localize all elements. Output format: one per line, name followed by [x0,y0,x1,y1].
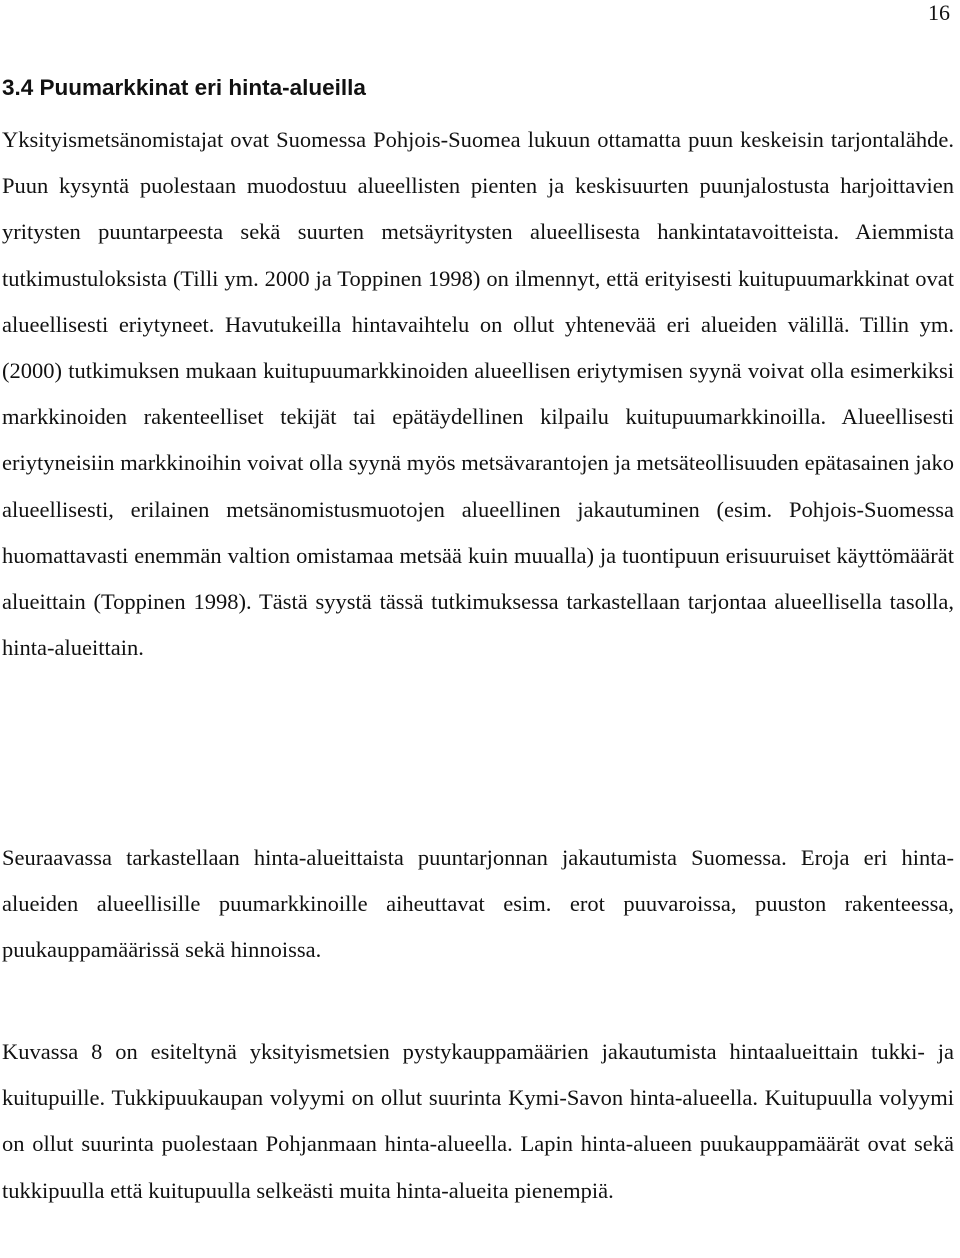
page-number: 16 [928,0,950,25]
paragraph-price-regions: Yksityismetsänomistajat ovat Suomessa Pohjois-Suomea lukuun ottamatta puun keskeisin tarjontalähde. Puun kysyntä puolestaan muodostuu alueellisten pienten ja keskisuurten puunjalostusta harjoittavien yritysten puuntarpeesta sekä suurten metsäyritysten alueellisesta hankintatavoitteista. Aiemmista tutkimustuloksista (Tilli ym. 2000 ja Toppinen 1998) on ilmennyt, että erityisesti kuitupuumarkkinat ovat alueellisesti eriytyneet. Havutukeilla hintavaihtelu on ollut yhtenevää eri alueiden välillä. Tillin ym. (2000) tutkimuksen mukaan kuitupuumarkkinoiden alueellisen eriytymisen syynä voivat olla esimerkiksi markkinoiden rakenteelliset tekijät tai epätäydellinen kilpailu kuitupuumarkkinoilla. Alueellisesti eriytyneisiin markkinoihin voivat olla syynä myös metsävarantojen ja metsäteollisuuden epätasainen jako alueellisesti, erilainen metsänomistusmuotojen alueellinen jakautuminen (esim. Pohjois-Suomessa huomattavasti enemmän valtion omistamaa metsää kuin muualla) ja tuontipuun erisuuruiset käyttömäärät alueittain (Toppinen 1998). Tästä syystä tässä tutkimuksessa tarkastellaan tarjontaa alueellisella tasolla, hinta-alueittain. [2,127,954,661]
paragraph-figure-8: Kuvassa 8 on esiteltynä yksityismetsien pystykauppamäärien jakautumista hintaalueittain tukki- ja kuitupuille. Tukkipuukaupan volyymi on ollut suurinta Kymi-Savon hinta-alueella. Kuitupuulla volyymi on ollut suurinta puolestaan Pohjanmaan hinta-alueella. Lapin hinta-alueen puukauppamäärät ovat sekä tukkipuulla että kuitupuulla selkeästi muita hinta-alueita pienempiä. [2,1039,954,1203]
section-heading: 3.4 Puumarkkinat eri hinta-alueilla [2,75,366,100]
paragraph-supply-distribution: Seuraavassa tarkastellaan hinta-alueittaista puuntarjonnan jakautumista Suomessa. Eroja eri hinta-alueiden alueellisille puumarkkinoille aiheuttavat esim. erot puuvaroissa, puuston rakenteessa, puukauppamäärissä sekä hinnoissa. [2,845,954,963]
